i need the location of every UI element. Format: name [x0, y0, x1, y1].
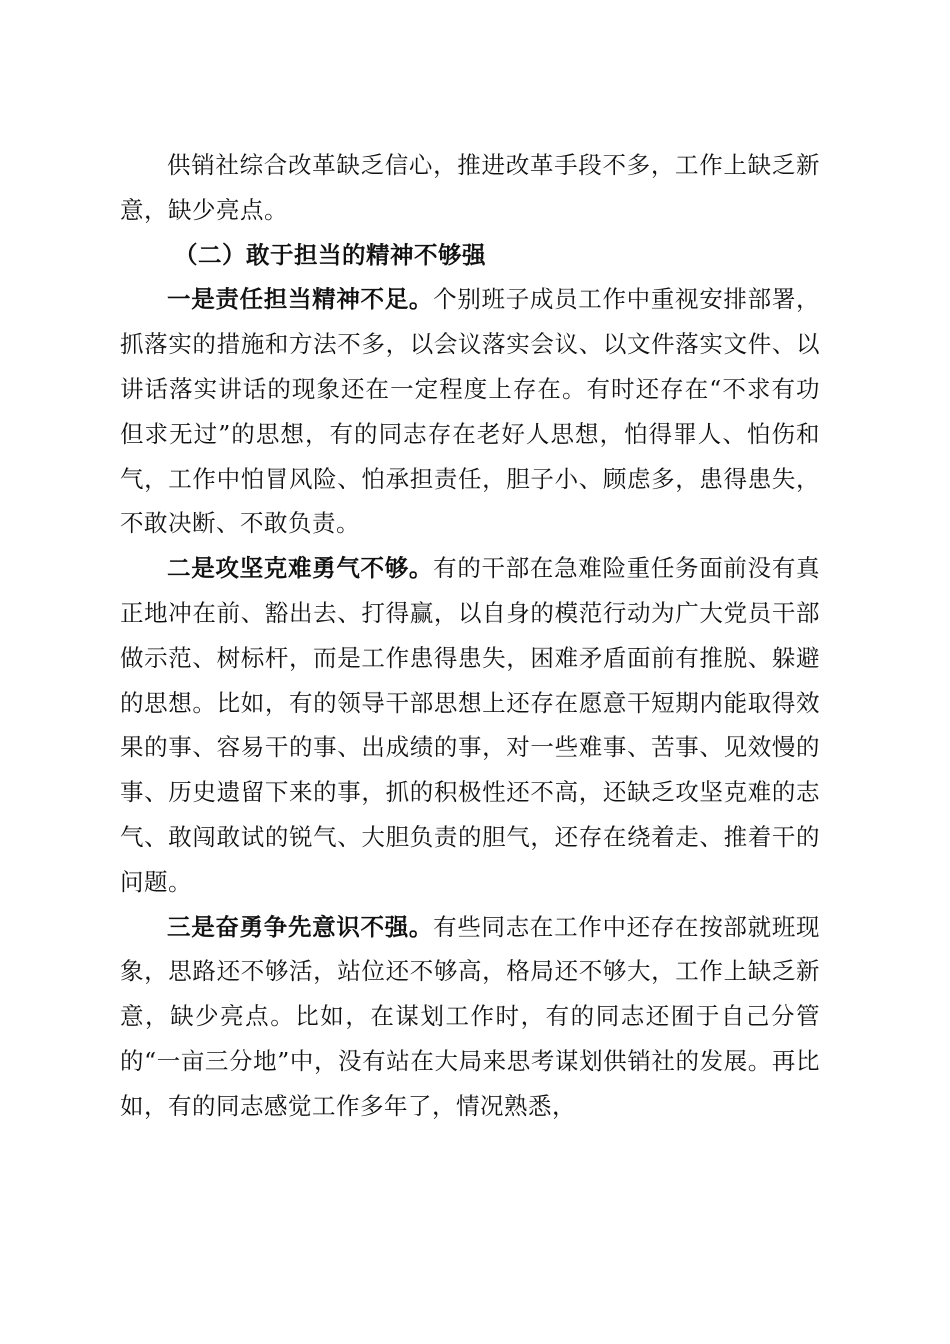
paragraph-item-3 — [120, 905, 820, 1129]
item-2-body: 有的干部在急难险重任务面前没有真正地冲在前、豁出去、打得赢，以自身的模范行动为广大党员干部做示范、树标杆，而是工作患得患失，困难矛盾面前有推脱、躲避的思想。比如，有的领导干部思想上还存在愿意干短期内能取得效果的事、容易干的事、出成绩的事，对一些难事、苦事、见效慢的事、历史遗留下来的事，抓的积极性还不高，还缺乏攻坚克难的志气、敢闯敢试的锐气、大胆负责的胆气，还存在绕着走、推着干的问题。 — [120, 554, 821, 896]
paragraph-continuation: 供销社综合改革缺乏信心，推进改革手段不多，工作上缺乏新意，缺少亮点。 — [120, 151, 820, 224]
paragraph-item-2 — [120, 546, 820, 904]
paragraph-item-1 — [120, 277, 820, 546]
item-1-body: 个别班子成员工作中重视安排部署，抓落实的措施和方法不多，以会议落实会议、以文件落实文件、以讲话落实讲话的现象还在一定程度上存在。有时还存在“不求有功但求无过”的思想，有的同志存在老好人思想，怕得罪人、怕伤和气，工作中怕冒风险、怕承担责任，胆子小、顾虑多，患得患失，不敢决断、不敢负责。 — [120, 285, 821, 538]
item-2-lead: 二是攻坚克难勇气不够。 — [167, 554, 434, 583]
item-1-lead: 一是责任担当精神不足。 — [167, 285, 434, 314]
document-page — [120, 143, 820, 1129]
item-3-lead: 三是奋勇争先意识不强。 — [167, 912, 434, 941]
item-3-body: 有些同志在工作中还存在按部就班现象，思路还不够活，站位还不够高，格局还不够大，工作上缺乏新意，缺少亮点。比如，在谋划工作时，有的同志还囿于自己分管的“一亩三分地”中，没有站在大局来思考谋划供销社的发展。再比如，有的同志感觉工作多年了，情况熟悉， — [120, 912, 821, 1120]
section-heading: （二）敢于担当的精神不够强 — [174, 240, 487, 269]
